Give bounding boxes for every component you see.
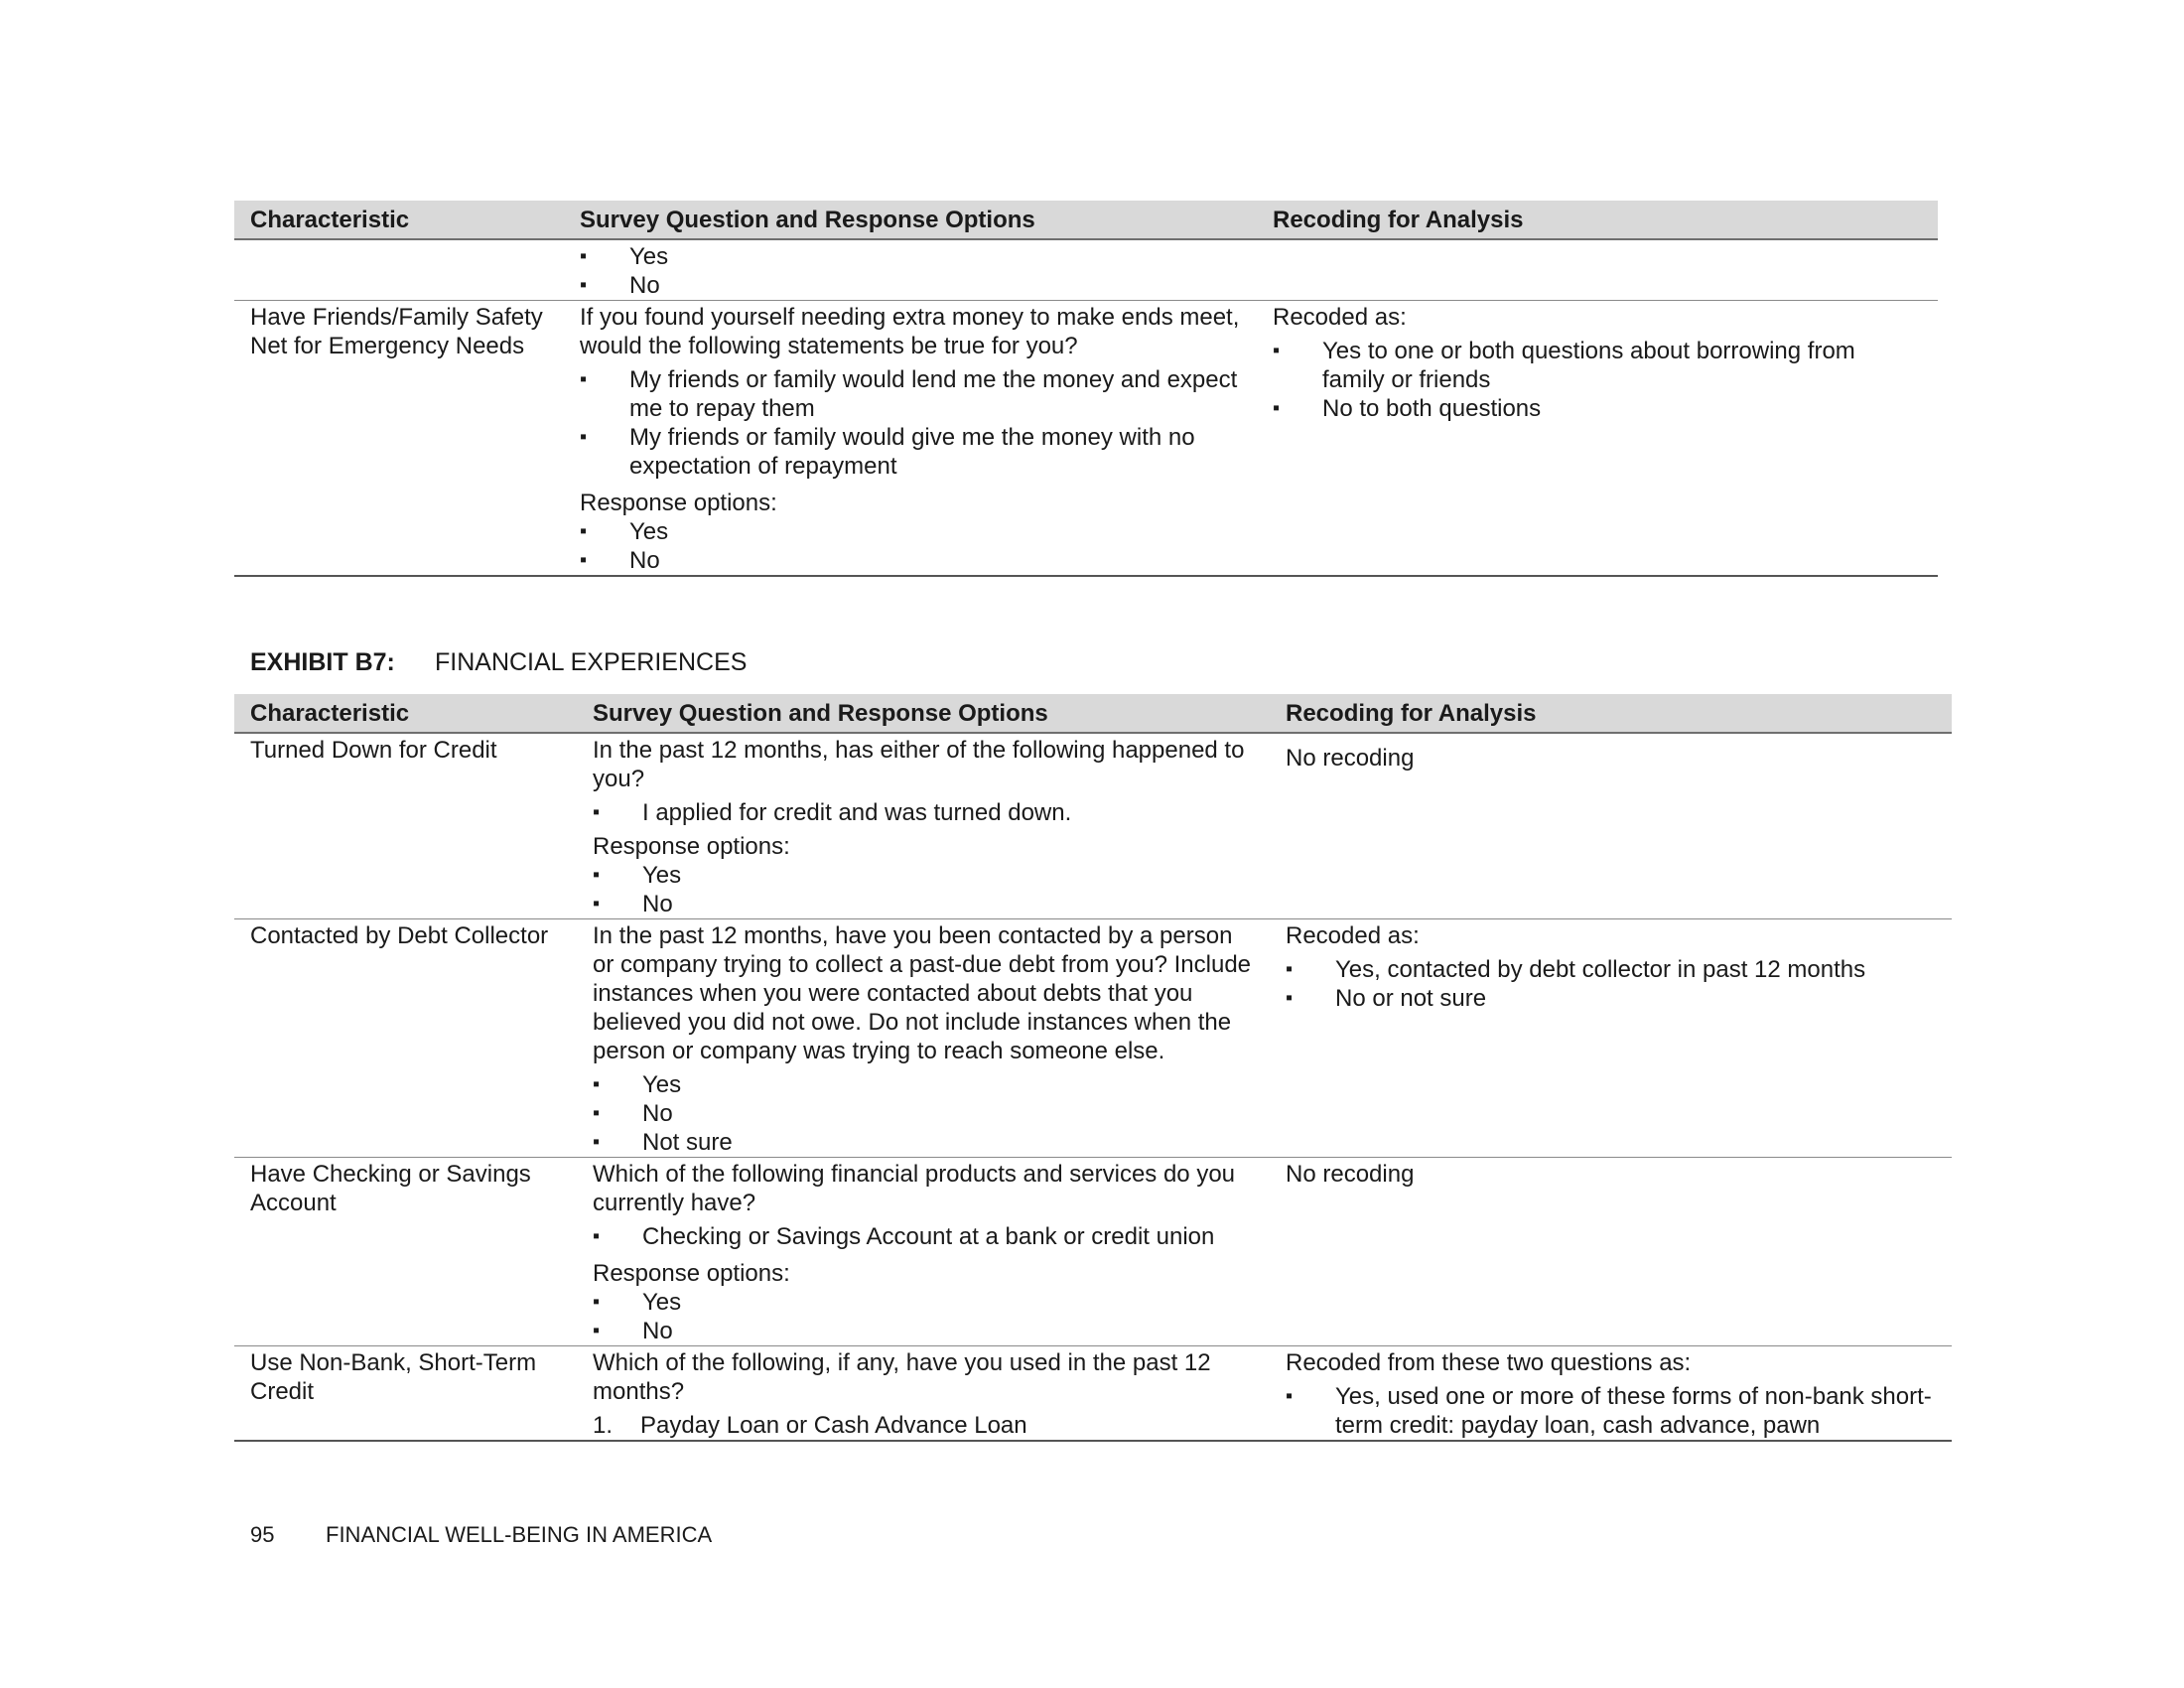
list-item: ▪ Yes to one or both questions about borrowing from family or friends xyxy=(1273,337,1922,394)
table-financial-experiences xyxy=(234,694,1952,1442)
exhibit-label: EXHIBIT B7: xyxy=(250,648,395,676)
header-recoding: Recoding for Analysis xyxy=(1257,201,1938,239)
table-row xyxy=(234,301,1938,577)
list-item: ▪ My friends or family would give me the money with no expectation of repayment xyxy=(580,423,1241,481)
response-label: Response options: xyxy=(593,1260,790,1287)
characteristic-cell xyxy=(234,239,564,301)
question-text: In the past 12 months, has either of the following happened to you? xyxy=(593,737,1245,792)
recode-list xyxy=(1286,1382,1936,1440)
question-cell xyxy=(577,733,1270,919)
recode-label: Recoded from these two questions as: xyxy=(1286,1349,1692,1376)
recode-list xyxy=(1273,337,1922,423)
list-item: ▪ No xyxy=(580,271,1241,300)
question-text: Which of the following, if any, have you used in the past 12 months? xyxy=(593,1349,1211,1405)
list-item: ▪ My friends or family would lend me the money and expect me to repay them xyxy=(580,365,1241,423)
list-item: ▪ Checking or Savings Account at a bank or credit union xyxy=(593,1222,1254,1251)
characteristic-cell: Have Checking or Savings Account xyxy=(234,1158,577,1346)
table-row xyxy=(234,919,1952,1158)
statement-list xyxy=(580,365,1241,481)
list-item: ▪ No xyxy=(593,1317,1254,1345)
numbered-item-text: Payday Loan or Cash Advance Loan xyxy=(640,1412,1027,1439)
list-item: ▪ Yes xyxy=(593,861,1254,890)
recode-cell xyxy=(1270,1346,1952,1442)
header-survey-question: Survey Question and Response Options xyxy=(564,201,1257,239)
item-list xyxy=(593,1222,1254,1251)
recode-cell xyxy=(1257,301,1938,577)
list-item: ▪ I applied for credit and was turned down. xyxy=(593,798,1254,827)
response-list xyxy=(580,242,1241,300)
recode-cell xyxy=(1257,239,1938,301)
recode-text: No recoding xyxy=(1286,1161,1415,1188)
page-footer xyxy=(250,1522,712,1548)
question-text: In the past 12 months, have you been contacted by a person or company trying to collect a past-due debt from you? Include instances when you were contacted about debts that you believed you did not owe. Do not include instances when the person or company was trying to reach someone else. xyxy=(593,922,1252,1064)
question-cell xyxy=(577,919,1270,1158)
list-item: ▪ Not sure xyxy=(593,1128,1254,1157)
question-cell xyxy=(577,1158,1270,1346)
response-list xyxy=(593,1070,1254,1157)
recode-text: No recoding xyxy=(1286,745,1415,772)
exhibit-title: FINANCIAL EXPERIENCES xyxy=(435,648,748,676)
characteristic-cell: Have Friends/Family Safety Net for Emergency Needs xyxy=(234,301,564,577)
response-label: Response options: xyxy=(580,490,777,516)
characteristic-cell: Use Non-Bank, Short-Term Credit xyxy=(234,1346,577,1442)
header-recoding: Recoding for Analysis xyxy=(1270,694,1952,733)
list-item xyxy=(593,1411,1254,1440)
recode-list xyxy=(1286,955,1936,1013)
list-item: ▪ No xyxy=(580,546,1241,575)
question-cell xyxy=(577,1346,1270,1442)
recode-cell xyxy=(1270,1158,1952,1346)
list-item: ▪ No or not sure xyxy=(1286,984,1936,1013)
recode-label: Recoded as: xyxy=(1286,922,1420,949)
header-characteristic: Characteristic xyxy=(234,201,564,239)
list-item: ▪ No xyxy=(593,1099,1254,1128)
table-row xyxy=(234,733,1952,919)
list-item: ▪ Yes xyxy=(580,242,1241,271)
recode-cell xyxy=(1270,919,1952,1158)
recode-label: Recoded as: xyxy=(1273,304,1407,331)
item-list xyxy=(593,798,1254,827)
list-item: ▪ Yes xyxy=(580,517,1241,546)
header-characteristic: Characteristic xyxy=(234,694,577,733)
list-item: ▪ No to both questions xyxy=(1273,394,1922,423)
table-row xyxy=(234,1346,1952,1442)
footer-title: FINANCIAL WELL-BEING IN AMERICA xyxy=(326,1522,713,1547)
question-cell xyxy=(564,239,1257,301)
question-cell xyxy=(564,301,1257,577)
table-header-row xyxy=(234,201,1938,239)
question-text: If you found yourself needing extra money to make ends meet, would the following statements be true for you? xyxy=(580,304,1240,359)
response-list xyxy=(593,861,1254,918)
recode-cell xyxy=(1270,733,1952,919)
list-item: ▪ Yes xyxy=(593,1070,1254,1099)
header-survey-question: Survey Question and Response Options xyxy=(577,694,1270,733)
list-item: ▪ Yes, used one or more of these forms of non-bank short-term credit: payday loan, cash advance, pawn xyxy=(1286,1382,1936,1440)
table-header-row xyxy=(234,694,1952,733)
page-number: 95 xyxy=(250,1522,275,1547)
table-row xyxy=(234,1158,1952,1346)
list-item: ▪ Yes, contacted by debt collector in past 12 months xyxy=(1286,955,1936,984)
list-item: ▪ No xyxy=(593,890,1254,918)
list-item: ▪ Yes xyxy=(593,1288,1254,1317)
characteristic-cell: Turned Down for Credit xyxy=(234,733,577,919)
table-continuation xyxy=(234,201,1938,577)
exhibit-heading xyxy=(250,648,747,677)
characteristic-cell: Contacted by Debt Collector xyxy=(234,919,577,1158)
numbered-list xyxy=(593,1411,1254,1440)
table-row xyxy=(234,239,1938,301)
response-label: Response options: xyxy=(593,833,790,860)
response-list xyxy=(580,517,1241,575)
response-list xyxy=(593,1288,1254,1345)
question-text: Which of the following financial products and services do you currently have? xyxy=(593,1161,1236,1216)
